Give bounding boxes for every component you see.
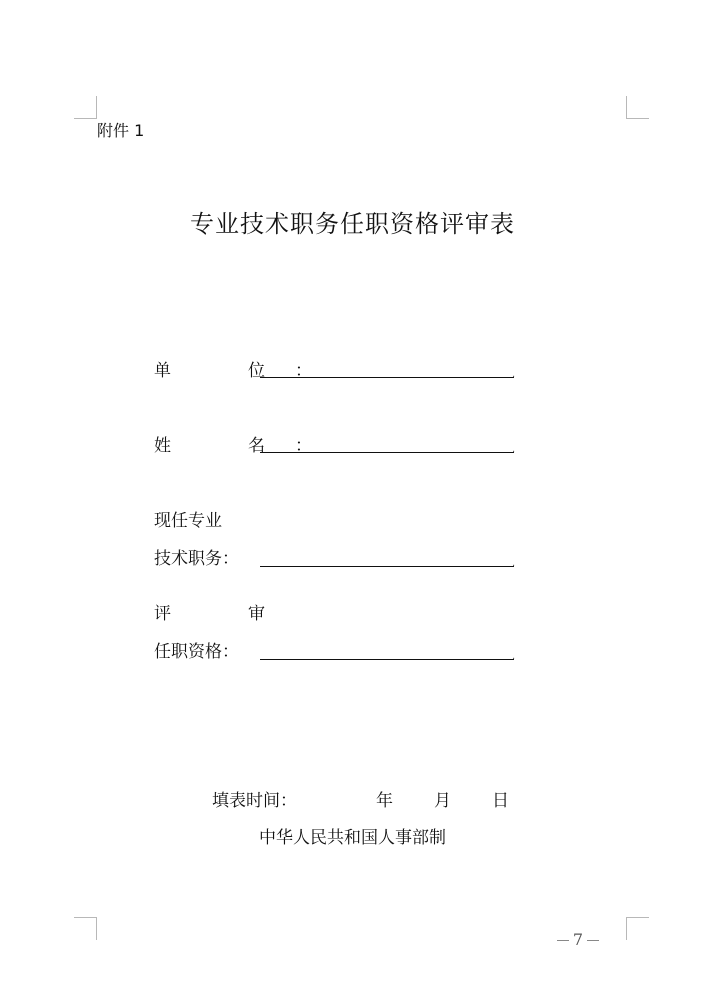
unit-label: 单 位	[154, 361, 295, 381]
fill-date-year: 年	[376, 791, 393, 811]
crop-mark-top-right	[626, 96, 649, 119]
attachment-label: 附件 1	[97, 121, 145, 140]
issuer: 中华人民共和国人事部制	[259, 828, 446, 848]
fill-date-label: 填表时间：	[212, 791, 297, 811]
name-colon: ：	[295, 436, 312, 456]
crop-mark-bottom-left	[74, 917, 97, 940]
fill-date-month: 月	[434, 791, 451, 811]
unit-colon: ：	[295, 361, 312, 381]
crop-mark-top-left	[74, 96, 97, 119]
crop-mark-bottom-right	[626, 917, 649, 940]
name-label-row	[154, 435, 312, 457]
page-number-dash-left	[557, 940, 569, 941]
current-title-label-row	[154, 548, 239, 570]
qualification-line-end-mark: .	[512, 651, 516, 662]
current-title-line-end-mark: .	[512, 558, 516, 569]
page-number-row	[548, 930, 608, 950]
name-field-line[interactable]	[260, 452, 514, 453]
current-title-field-line[interactable]	[260, 566, 514, 567]
name-label: 姓 名	[154, 436, 295, 456]
current-title-label-line2: 技术职务	[154, 549, 222, 569]
unit-label-row	[154, 360, 312, 382]
qualification-label-line2: 任职资格	[154, 642, 222, 662]
page-number-dash-right	[587, 940, 599, 941]
qualification-label-line1: 评 审	[154, 604, 295, 624]
page-number: 7	[572, 930, 584, 949]
current-title-colon: ：	[222, 549, 239, 569]
qualification-label-row	[154, 641, 239, 663]
qualification-colon: ：	[222, 642, 239, 662]
fill-date-day: 日	[492, 791, 509, 811]
unit-field-line[interactable]	[260, 377, 514, 378]
qualification-field-line[interactable]	[260, 659, 514, 660]
current-title-label-line1: 现任专业	[154, 511, 222, 531]
name-line-end-mark: .	[512, 444, 516, 455]
document-title: 专业技术职务任职资格评审表	[190, 210, 515, 238]
unit-line-end-mark: .	[512, 369, 516, 380]
